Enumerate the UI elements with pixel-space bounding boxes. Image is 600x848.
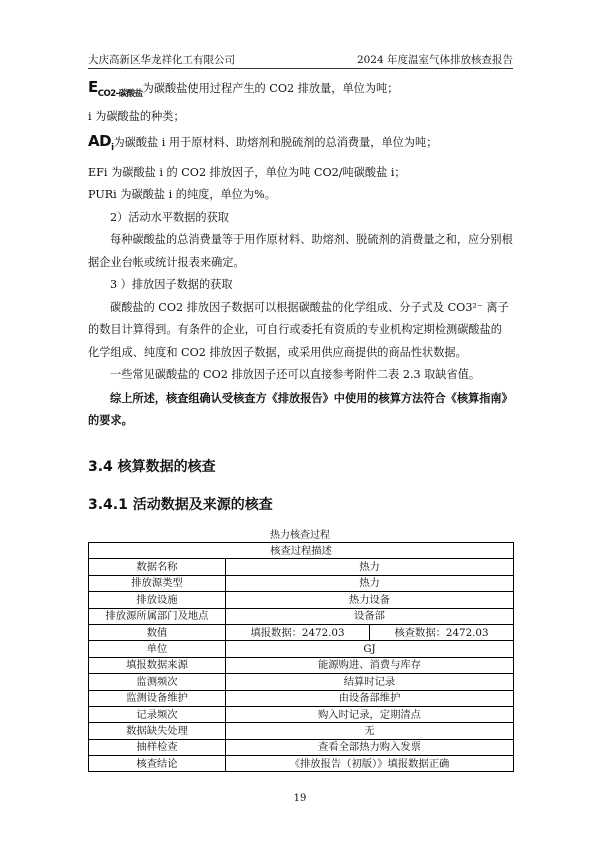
row-value: 热力: [226, 559, 514, 575]
verified-value: 核查数据：2472.03: [370, 624, 514, 640]
page-header: [88, 50, 513, 69]
row-value: 无: [226, 723, 514, 739]
row-label: 数据缺失处理: [89, 723, 226, 739]
row-label: 单位: [89, 641, 226, 657]
row-label: 排放设施: [89, 592, 226, 608]
row-value: 能源购进、消费与库存: [226, 657, 514, 673]
page-number: 19: [293, 793, 307, 804]
row-label: 监测设备维护: [89, 690, 226, 706]
row-value: 设备部: [226, 608, 514, 624]
row-value: 查看全部热力购入发票: [226, 739, 514, 755]
header-report-title: 2024 年度温室气体排放核查报告: [356, 54, 513, 66]
para-pur-definition: PURi 为碳酸盐 i 的纯度，单位为%。: [88, 188, 276, 201]
row-label: 填报数据来源: [89, 657, 226, 673]
para-factor-heading: 3 ）排放因子数据的获取: [110, 278, 233, 291]
para-conclusion: 综上所述，核查组确认受核查方《排放报告》中使用的核算方法符合《核算指南》的要求。: [88, 390, 513, 427]
row-value: 《排放报告（初版）》填报数据正确: [226, 756, 514, 772]
table-title: 核查过程描述: [89, 543, 514, 559]
row-value: 结算时记录: [226, 674, 514, 690]
row-value: 由设备部维护: [226, 690, 514, 706]
body-text: [88, 76, 513, 432]
table-row: [89, 739, 514, 755]
para-e-definition: $E_{CO2-碳酸盐}$为碳酸盐使用过程产生的 CO2 排放量，单位为吨；: [88, 78, 399, 99]
para-activity-text: 每种碳酸盐的总消费量等于用作原材料、助熔剂、脱硫剂的消费量之和，应分别根据企业台帐或统计报表来确定。: [88, 233, 513, 269]
header-company: 大庆高新区华龙祥化工有限公司: [88, 54, 235, 66]
row-value: GJ: [226, 641, 514, 657]
row-value: 购入时记录，定期清点: [226, 706, 514, 722]
row-label: 监测频次: [89, 674, 226, 690]
table-row: [89, 674, 514, 690]
row-label: 记录频次: [89, 706, 226, 722]
table-row: [89, 641, 514, 657]
row-label: 排放源类型: [89, 575, 226, 591]
para-factor-text: 碳酸盐的 CO2 排放因子数据可以根据碳酸盐的化学组成、分子式及 CO3²⁻ 离子的数目计算得到。有条件的企业，可自行或委托有资质的专业机构定期检测碳酸盐的化学组成、纯度和 CO2 排放因子数据，或采用供应商提供的商品性状数据。: [88, 300, 509, 359]
para-default-values: 一些常见碳酸盐的 CO2 排放因子还可以直接参考附件二表 2.3 取缺省值。: [110, 368, 481, 381]
heat-verification-table: [88, 542, 514, 772]
table-title-row: [89, 543, 514, 559]
row-label: 排放源所属部门及地点: [89, 608, 226, 624]
symbol-e-co2: $E_{CO2-碳酸盐}$: [88, 78, 143, 99]
table-row: [89, 756, 514, 772]
row-label: 数值: [89, 624, 226, 640]
table-row: [89, 690, 514, 706]
section-heading-3-4-1: 3.4.1 活动数据及来源的核查: [88, 497, 273, 513]
table-row: [89, 706, 514, 722]
table-row: [89, 592, 514, 608]
table-row: [89, 559, 514, 575]
para-activity-heading: 2）活动水平数据的获取: [110, 210, 229, 224]
table-row: [89, 723, 514, 739]
row-label: 抽样检查: [89, 739, 226, 755]
table-caption: 热力核查过程: [270, 530, 330, 541]
table-row: [89, 575, 514, 591]
para-i-definition: i 为碳酸盐的种类；: [88, 109, 185, 123]
table-row: [89, 608, 514, 624]
table-row-value: [89, 624, 514, 640]
table-row: [89, 657, 514, 673]
para-ad-definition: $AD_i$为碳酸盐 i 用于原材料、助熔剂和脱硫剂的总消费量，单位为吨；: [88, 132, 438, 153]
section-heading-3-4: 3.4 核算数据的核查: [88, 459, 216, 475]
row-value: 热力设备: [226, 592, 514, 608]
reported-value: 填报数据：2472.03: [226, 624, 370, 640]
row-value: 热力: [226, 575, 514, 591]
para-ef-definition: EFi 为碳酸盐 i 的 CO2 排放因子，单位为吨 CO2/吨碳酸盐 i；: [88, 165, 406, 179]
symbol-ad-i: $AD_i$: [88, 132, 114, 153]
row-label: 核查结论: [89, 756, 226, 772]
row-label: 数据名称: [89, 559, 226, 575]
